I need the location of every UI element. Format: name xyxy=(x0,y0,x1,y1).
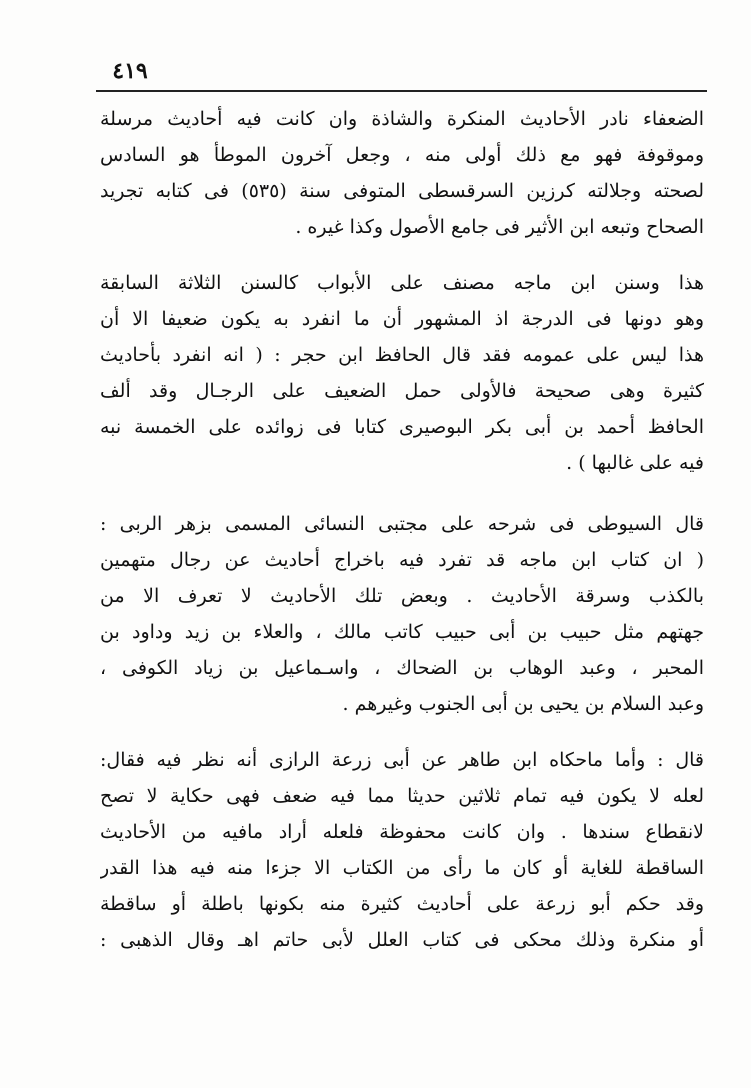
text-line: فيه على غالبها ) . xyxy=(566,452,704,474)
text-line: لصحته وجلالته كرزين السرقسطى المتوفى سنة (٥٣٥) فى كتابه تجريد xyxy=(100,180,704,202)
text-line: المحبر ، وعبد الوهاب بن الضحاك ، واسـماعيل بن زياد الكوفى ، xyxy=(100,657,704,679)
text-line: وهو دونها فى الدرجة اذ المشهور أن ما انفرد به يكون ضعيفا الا أن xyxy=(100,308,704,330)
text-line: الساقطة للغاية أو كان ما رأى من الكتاب الا جزءا منه فيه هذا القدر xyxy=(100,857,704,879)
text-line: جهتهم مثل حبيب بن أبى حبيب كاتب مالك ، والعلاء بن زيد وداود بن xyxy=(100,621,704,643)
text-line: كثيرة وهى صحيحة فالأولى حمل الضعيف على الرجـال وقد ألف xyxy=(100,380,704,402)
text-line: وموقوفة فهو مع ذلك أولى منه ، وجعل آخرون الموطأ هو السادس xyxy=(100,144,704,166)
paragraph-1 xyxy=(100,101,704,245)
text-line: هذا وسنن ابن ماجه مصنف على الأبواب كالسنن الثلاثة السابقة xyxy=(100,272,704,294)
text-line: قال السيوطى فى شرحه على مجتبى النسائى المسمى بزهر الربى : xyxy=(100,513,704,535)
text-line: بالكذب وسرقة الأحاديث . وبعض تلك الأحاديث لا تعرف الا من xyxy=(100,585,704,607)
text-line: الضعفاء نادر الأحاديث المنكرة والشاذة وان كانت فيه أحاديث مرسلة xyxy=(100,108,704,130)
text-line: هذا ليس على عمومه فقد قال الحافظ ابن حجر : ( انه انفرد بأحاديث xyxy=(100,344,704,366)
paragraph-4 xyxy=(100,742,704,958)
text-line: الحافظ أحمد بن أبى بكر البوصيرى كتابا فى زوائده على الخمسة نبه xyxy=(100,416,704,438)
header-rule xyxy=(96,90,707,92)
text-line: ( ان كتاب ابن ماجه قد تفرد فيه باخراج أحاديث عن رجال متهمين xyxy=(100,549,704,571)
text-line: وقد حكم أبو زرعة على أحاديث كثيرة منه بكونها باطلة أو ساقطة xyxy=(100,893,704,915)
text-line: قال : وأما ماحكاه ابن طاهر عن أبى زرعة الرازى أنه نظر فيه فقال: xyxy=(100,749,704,771)
text-line: أو منكرة وذلك محكى فى كتاب العلل لأبى حاتم اهـ وقال الذهبى : xyxy=(100,929,704,951)
page-number: ٤١٩ xyxy=(112,58,148,84)
text-line: لعله لا يكون فيه تمام ثلاثين حديثا مما فيه ضعف فهى حكاية لا تصح xyxy=(100,785,704,807)
text-line: وعبد السلام بن يحيى بن أبى الجنوب وغيرهم . xyxy=(342,693,704,715)
text-line: الصحاح وتبعه ابن الأثير فى جامع الأصول وكذا غيره . xyxy=(295,216,704,238)
text-line: لانقطاع سندها . وان كانت محفوظة فلعله أراد مافيه من الأحاديث xyxy=(100,821,704,843)
paragraph-2 xyxy=(100,265,704,481)
paragraph-3 xyxy=(100,506,704,722)
